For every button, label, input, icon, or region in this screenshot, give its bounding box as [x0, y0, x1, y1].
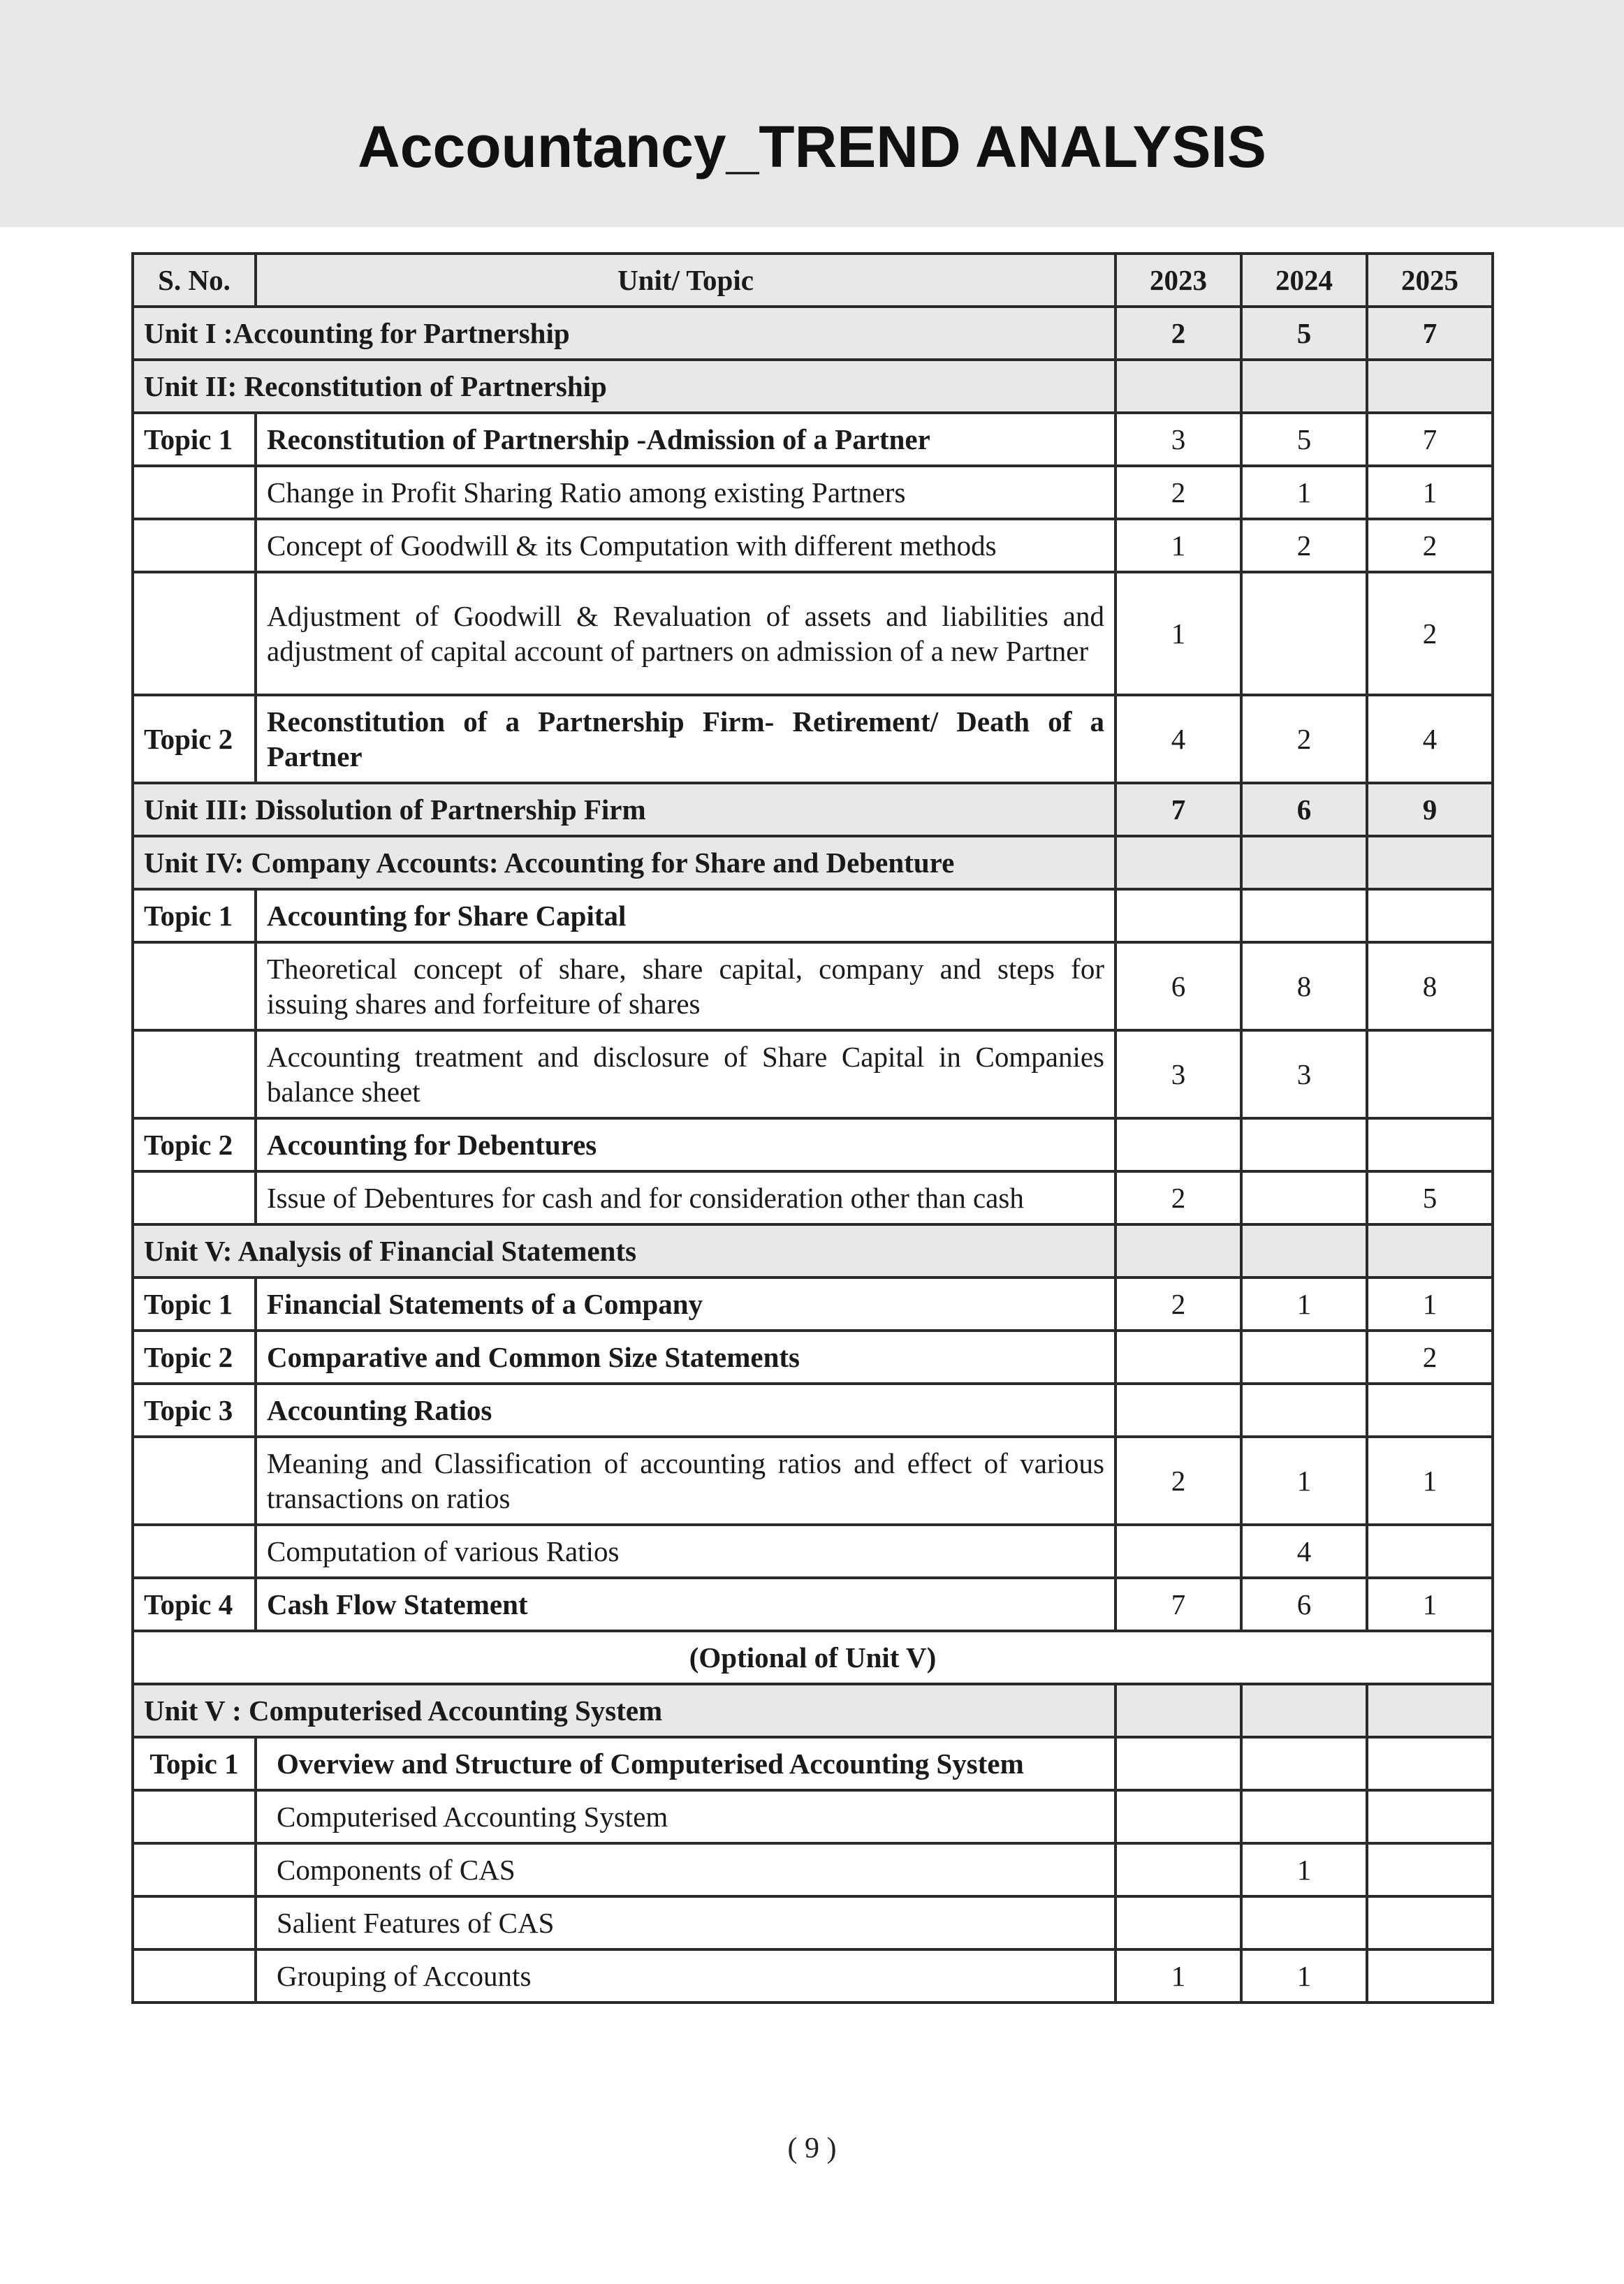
value-2023: [1115, 1896, 1241, 1949]
topic-title: Cash Flow Statement: [256, 1578, 1115, 1631]
header-sno: S. No.: [133, 254, 256, 307]
value-2024: [1241, 1224, 1367, 1278]
value-2025: [1367, 1737, 1493, 1790]
value-2025: 2: [1367, 1331, 1493, 1384]
topic-number: Topic 1: [133, 1737, 256, 1790]
topic-title: Financial Statements of a Company: [256, 1278, 1115, 1331]
table-row: [133, 1737, 1493, 1790]
topic-title: Reconstitution of a Partnership Firm- Retirement/ Death of a Partner: [256, 695, 1115, 783]
table-row: [133, 307, 1493, 360]
value-2025: 9: [1367, 783, 1493, 836]
value-2023: 2: [1115, 1437, 1241, 1525]
value-2024: 6: [1241, 1578, 1367, 1631]
topic-number: [133, 1949, 256, 2003]
value-2025: 7: [1367, 307, 1493, 360]
topic-number: [133, 1525, 256, 1578]
value-2024: 2: [1241, 519, 1367, 572]
value-2023: [1115, 1384, 1241, 1437]
table-row: [133, 1525, 1493, 1578]
topic-number: [133, 466, 256, 519]
table-row: [133, 836, 1493, 889]
value-2024: [1241, 1118, 1367, 1171]
value-2023: [1115, 1790, 1241, 1843]
value-2025: 8: [1367, 942, 1493, 1030]
value-2023: [1115, 1737, 1241, 1790]
subtopic-title: Change in Profit Sharing Ratio among existing Partners: [256, 466, 1115, 519]
table-row: [133, 413, 1493, 466]
value-2024: 8: [1241, 942, 1367, 1030]
value-2023: 2: [1115, 1278, 1241, 1331]
topic-number: [133, 1437, 256, 1525]
topic-number: [133, 1843, 256, 1896]
subtopic-title: Components of CAS: [256, 1843, 1115, 1896]
table-row: [133, 1684, 1493, 1737]
topic-title: Accounting for Share Capital: [256, 889, 1115, 942]
value-2024: 1: [1241, 1437, 1367, 1525]
value-2025: [1367, 1843, 1493, 1896]
value-2024: 2: [1241, 695, 1367, 783]
value-2025: [1367, 889, 1493, 942]
value-2023: [1115, 889, 1241, 942]
topic-number: [133, 572, 256, 695]
value-2024: [1241, 572, 1367, 695]
value-2023: 2: [1115, 1171, 1241, 1224]
value-2024: [1241, 1171, 1367, 1224]
value-2023: 6: [1115, 942, 1241, 1030]
value-2025: 4: [1367, 695, 1493, 783]
value-2023: 3: [1115, 413, 1241, 466]
value-2023: 7: [1115, 783, 1241, 836]
table-row: [133, 1949, 1493, 2003]
value-2023: 2: [1115, 307, 1241, 360]
table-row: [133, 360, 1493, 413]
table-row: [133, 1790, 1493, 1843]
value-2023: [1115, 836, 1241, 889]
subtopic-title: Theoretical concept of share, share capital, company and steps for issuing shares and forfeiture of shares: [256, 942, 1115, 1030]
topic-number: [133, 1171, 256, 1224]
value-2024: [1241, 1790, 1367, 1843]
value-2024: [1241, 1896, 1367, 1949]
topic-number: Topic 2: [133, 1118, 256, 1171]
table-row: [133, 1171, 1493, 1224]
topic-number: Topic 1: [133, 1278, 256, 1331]
table-row: [133, 1118, 1493, 1171]
header-2024: 2024: [1241, 254, 1367, 307]
value-2023: 1: [1115, 1949, 1241, 2003]
table-row: [133, 889, 1493, 942]
unit-title: Unit I :Accounting for Partnership: [133, 307, 1115, 360]
subtopic-title: Issue of Debentures for cash and for consideration other than cash: [256, 1171, 1115, 1224]
table-row: [133, 1631, 1493, 1684]
value-2024: [1241, 1331, 1367, 1384]
value-2025: [1367, 1896, 1493, 1949]
topic-number: Topic 4: [133, 1578, 256, 1631]
value-2024: [1241, 889, 1367, 942]
trend-analysis-table: [131, 252, 1494, 2004]
table-row: [133, 942, 1493, 1030]
table-row: [133, 1224, 1493, 1278]
value-2024: [1241, 360, 1367, 413]
subtopic-title: Computerised Accounting System: [256, 1790, 1115, 1843]
value-2024: [1241, 1737, 1367, 1790]
table-row: [133, 1331, 1493, 1384]
value-2024: [1241, 1384, 1367, 1437]
subtopic-title: Grouping of Accounts: [256, 1949, 1115, 2003]
value-2025: [1367, 360, 1493, 413]
page-title: Accountancy_TREND ANALYSIS: [358, 114, 1266, 180]
value-2024: [1241, 836, 1367, 889]
page-number: ( 9 ): [787, 2132, 837, 2165]
value-2025: [1367, 1224, 1493, 1278]
table-row: [133, 1278, 1493, 1331]
table-row: [133, 1030, 1493, 1118]
header-2023: 2023: [1115, 254, 1241, 307]
value-2025: [1367, 836, 1493, 889]
topic-title: Reconstitution of Partnership -Admission of a Partner: [256, 413, 1115, 466]
topic-number: [133, 942, 256, 1030]
value-2025: [1367, 1384, 1493, 1437]
value-2023: [1115, 1118, 1241, 1171]
topic-number: Topic 3: [133, 1384, 256, 1437]
table-row: [133, 1896, 1493, 1949]
table-header-row: [133, 254, 1493, 307]
unit-title: Unit III: Dissolution of Partnership Firm: [133, 783, 1115, 836]
value-2023: [1115, 1843, 1241, 1896]
topic-number: [133, 1790, 256, 1843]
value-2023: [1115, 1224, 1241, 1278]
optional-section-label: (Optional of Unit V): [133, 1631, 1493, 1684]
topic-title: Accounting for Debentures: [256, 1118, 1115, 1171]
topic-number: Topic 1: [133, 413, 256, 466]
subtopic-title: Computation of various Ratios: [256, 1525, 1115, 1578]
value-2024: 1: [1241, 1278, 1367, 1331]
table-row: [133, 1384, 1493, 1437]
value-2023: 3: [1115, 1030, 1241, 1118]
value-2024: 6: [1241, 783, 1367, 836]
unit-title: Unit V : Computerised Accounting System: [133, 1684, 1115, 1737]
table-row: [133, 466, 1493, 519]
subtopic-title: Concept of Goodwill & its Computation with different methods: [256, 519, 1115, 572]
value-2025: [1367, 1525, 1493, 1578]
header-unit-topic: Unit/ Topic: [256, 254, 1115, 307]
value-2025: 5: [1367, 1171, 1493, 1224]
value-2023: 4: [1115, 695, 1241, 783]
table-row: [133, 572, 1493, 695]
value-2024: 5: [1241, 307, 1367, 360]
table-row: [133, 1437, 1493, 1525]
table-row: [133, 1843, 1493, 1896]
value-2024: 4: [1241, 1525, 1367, 1578]
value-2025: 1: [1367, 1437, 1493, 1525]
topic-number: Topic 1: [133, 889, 256, 942]
value-2023: [1115, 1331, 1241, 1384]
value-2023: [1115, 1684, 1241, 1737]
value-2024: [1241, 1684, 1367, 1737]
topic-title: Accounting Ratios: [256, 1384, 1115, 1437]
topic-number: Topic 2: [133, 695, 256, 783]
value-2023: 1: [1115, 572, 1241, 695]
value-2023: [1115, 360, 1241, 413]
value-2024: 3: [1241, 1030, 1367, 1118]
unit-title: Unit IV: Company Accounts: Accounting for Share and Debenture: [133, 836, 1115, 889]
header-2025: 2025: [1367, 254, 1493, 307]
unit-title: Unit V: Analysis of Financial Statements: [133, 1224, 1115, 1278]
value-2025: 1: [1367, 466, 1493, 519]
value-2025: 1: [1367, 1278, 1493, 1331]
subtopic-title: Salient Features of CAS: [256, 1896, 1115, 1949]
value-2023: [1115, 1525, 1241, 1578]
value-2024: 1: [1241, 466, 1367, 519]
table-row: [133, 695, 1493, 783]
subtopic-title: Accounting treatment and disclosure of Share Capital in Companies balance sheet: [256, 1030, 1115, 1118]
value-2024: 1: [1241, 1843, 1367, 1896]
table-row: [133, 519, 1493, 572]
topic-number: [133, 519, 256, 572]
value-2024: 5: [1241, 413, 1367, 466]
value-2025: [1367, 1684, 1493, 1737]
value-2025: 2: [1367, 519, 1493, 572]
topic-title: Overview and Structure of Computerised Accounting System: [256, 1737, 1115, 1790]
value-2025: [1367, 1790, 1493, 1843]
unit-title: Unit II: Reconstitution of Partnership: [133, 360, 1115, 413]
value-2024: 1: [1241, 1949, 1367, 2003]
value-2025: 7: [1367, 413, 1493, 466]
subtopic-title: Meaning and Classification of accounting ratios and effect of various transactions on ratios: [256, 1437, 1115, 1525]
value-2023: 2: [1115, 466, 1241, 519]
table-row: [133, 1578, 1493, 1631]
value-2023: 1: [1115, 519, 1241, 572]
value-2025: 2: [1367, 572, 1493, 695]
value-2025: 1: [1367, 1578, 1493, 1631]
value-2025: [1367, 1118, 1493, 1171]
topic-number: [133, 1896, 256, 1949]
topic-number: [133, 1030, 256, 1118]
value-2025: [1367, 1030, 1493, 1118]
value-2023: 7: [1115, 1578, 1241, 1631]
topic-number: Topic 2: [133, 1331, 256, 1384]
table-row: [133, 783, 1493, 836]
subtopic-title: Adjustment of Goodwill & Revaluation of assets and liabilities and adjustment of capital account of partners on admission of a new Partner: [256, 572, 1115, 695]
value-2025: [1367, 1949, 1493, 2003]
topic-title: Comparative and Common Size Statements: [256, 1331, 1115, 1384]
